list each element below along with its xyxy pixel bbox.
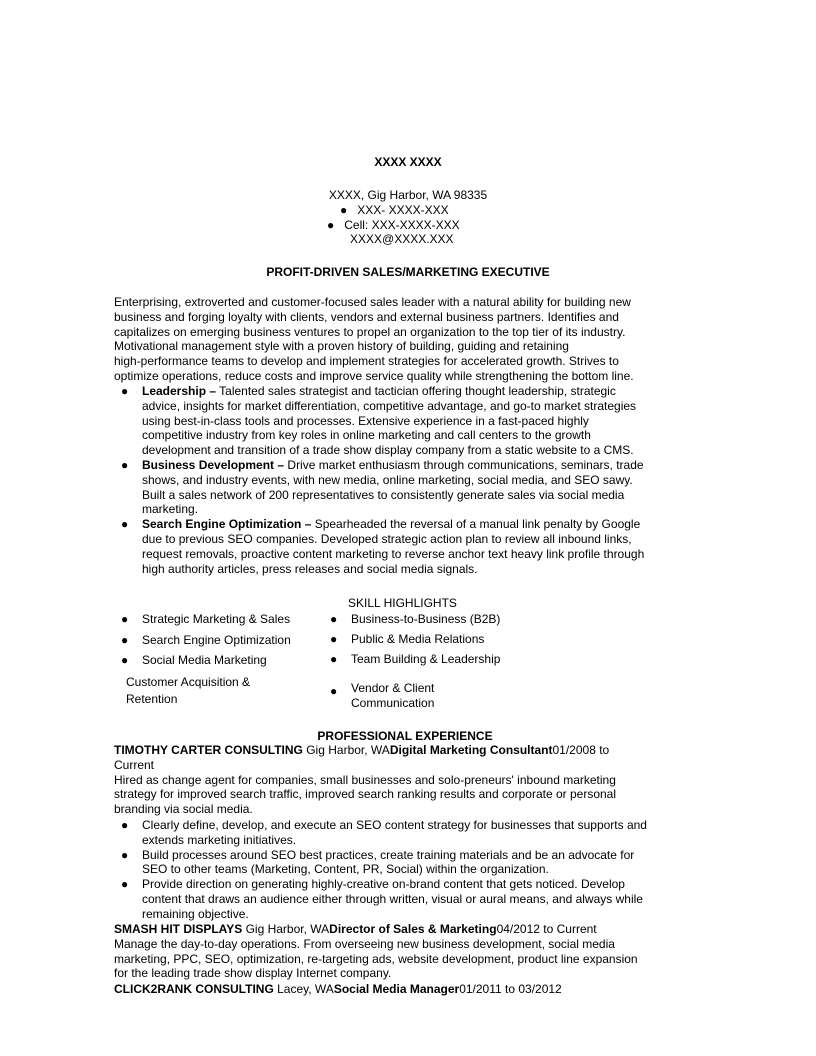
list-item [0, 818, 816, 848]
address: XXXX, Gig Harbor, WA 98335 [328, 188, 488, 202]
bullet-term: Business Development – [142, 457, 285, 472]
bullet-icon: ● [121, 633, 129, 647]
list-item [0, 384, 816, 458]
summary-line: optimize operations, reduce costs and improve service quality while strengthening the bottom line. [114, 368, 634, 383]
phone: XXX- XXXX-XXX [357, 203, 449, 217]
bullet-text: Clearly define, develop, and execute an SEO content strategy for businesses that supports and [142, 818, 647, 832]
skill-label: Retention [126, 692, 178, 706]
skill-item [121, 633, 128, 648]
bullet-icon: ● [330, 652, 338, 666]
job-location: Gig Harbor, WA [242, 922, 330, 936]
list-item [0, 848, 816, 878]
list-item [0, 458, 816, 517]
job-desc-line: Hired as change agent for companies, small businesses and solo-preneurs' inbound marketing [114, 772, 616, 787]
bullet-text: extends marketing initiatives. [142, 832, 297, 847]
skill-item [121, 653, 128, 668]
skill-item [330, 652, 337, 667]
bullet-text: high authority articles, press releases and social media signals. [142, 561, 478, 576]
job-entry [114, 922, 694, 981]
bullet-text: remaining objective. [142, 906, 249, 921]
job-bullets [0, 818, 816, 922]
bullet-text: competitive industry from key roles in online marketing and call centers to the growth [142, 428, 591, 443]
bullet-text: Talented sales strategist and tactician offering thought leadership, strategic [216, 384, 616, 398]
bullet-text: Built a sales network of 200 representatives to consistently generate sales via social media [142, 487, 625, 502]
job-title: Director of Sales & Marketing [329, 922, 497, 936]
bullet-icon: ● [330, 684, 338, 698]
candidate-name: XXXX XXXX [374, 155, 442, 169]
bullet-term: Leadership – [142, 384, 217, 398]
summary-bullets [0, 384, 816, 576]
company-name: CLICK2RANK CONSULTING [114, 982, 274, 996]
bullet-icon: ● [327, 218, 335, 232]
email[interactable]: XXXX@XXXX.XXX [350, 232, 454, 246]
summary-line: Motivational management style with a proven history of building, guiding and retaining [114, 339, 569, 354]
cell-line [327, 218, 460, 233]
job-title: Digital Marketing Consultant [389, 743, 553, 757]
bullet-text: using best-in-class tools and processes. Extensive experience in a fast-paced highly [142, 413, 589, 428]
bullet-icon: ● [121, 877, 129, 892]
skill-item [330, 632, 337, 647]
bullet-icon: ● [121, 847, 129, 862]
job-dates: 04/2012 to Current [496, 922, 597, 936]
summary-paragraph [114, 295, 694, 384]
bullet-text: development and transition of a trade show display company from a static website to a CMS. [142, 443, 634, 458]
bullet-icon: ● [121, 384, 129, 398]
job-title: Social Media Manager [333, 982, 460, 996]
skill-item [121, 612, 128, 627]
bullet-text: Spearheaded the reversal of a manual link penalty by Google [311, 517, 641, 532]
bullet-text: advice, insights for market differentiation, competitive advantage, and go-to market strategies [142, 398, 637, 413]
bullet-icon: ● [121, 457, 129, 472]
bullet-text: Provide direction on generating highly-creative on-brand content that gets noticed. Develop [142, 877, 625, 892]
bullet-text: Drive market enthusiasm through communications, seminars, trade [284, 457, 644, 472]
bullet-text: shows, and industry events, with new media, online marketing, social media, and SEO sawy. [142, 472, 633, 487]
skill-label: Social Media Marketing [142, 653, 267, 667]
skill-label: Strategic Marketing & Sales [142, 612, 291, 626]
job-entry [114, 982, 694, 997]
job-location: Gig Harbor, WA [302, 743, 390, 757]
headline: PROFIT-DRIVEN SALES/MARKETING EXECUTIVE [266, 265, 550, 279]
skill-item [330, 612, 337, 627]
bullet-icon: ● [121, 653, 129, 667]
skill-label: Business-to-Business (B2B) [351, 612, 501, 626]
list-item [0, 877, 816, 921]
job-dates: 01/2011 to 03/2012 [459, 982, 562, 996]
phone-line [340, 203, 449, 218]
bullet-icon: ● [121, 612, 129, 626]
skill-item [330, 684, 337, 699]
skill-label: Vendor & Client [351, 681, 435, 695]
job-desc-line: branding via social media. [114, 802, 253, 817]
experience-heading: PROFESSIONAL EXPERIENCE [317, 729, 493, 743]
bullet-text: marketing. [142, 502, 199, 517]
company-name: SMASH HIT DISPLAYS [114, 922, 243, 936]
bullet-text: request removals, proactive content marketing to reverse anchor text heavy link profile through [142, 546, 645, 561]
bullet-term: Search Engine Optimization – [142, 517, 312, 532]
bullet-icon: ● [121, 517, 129, 532]
summary-line: Enterprising, extroverted and customer-focused sales leader with a natural ability for building new [114, 295, 631, 309]
job-desc-line: strategy for improved search traffic, improved search ranking results and corporate or personal [114, 787, 617, 802]
bullet-icon: ● [340, 203, 348, 217]
job-desc-line: for the leading trade show display Internet company. [114, 966, 392, 981]
skill-label: Public & Media Relations [351, 632, 485, 646]
bullet-icon: ● [330, 632, 338, 646]
summary-line: business and forging loyalty with clients, vendors and external business partners. Identifies and [114, 309, 619, 324]
skill-label: Customer Acquisition & [126, 675, 251, 689]
job-dates-cont: Current [114, 757, 155, 772]
skill-label: Team Building & Leadership [351, 652, 501, 666]
job-entry [114, 743, 694, 817]
bullet-text: SEO to other teams (Marketing, Content, PR, Social) within the organization. [142, 862, 549, 877]
skill-label: Communication [351, 696, 435, 710]
summary-line: capitalizes on emerging business ventures to propel an organization to the top tier of its industry. [114, 324, 626, 339]
job-desc-line: Manage the day-to-day operations. From overseeing new business development, social media [114, 936, 615, 951]
company-name: TIMOTHY CARTER CONSULTING [114, 743, 303, 757]
bullet-text: due to previous SEO companies. Developed strategic action plan to review all inbound links, [142, 531, 632, 546]
bullet-text: Build processes around SEO best practices, create training materials and be an advocate for [142, 847, 635, 862]
skill-label: Search Engine Optimization [142, 633, 291, 647]
skills-heading: SKILL HIGHLIGHTS [348, 596, 457, 610]
job-location: Lacey, WA [273, 982, 334, 996]
list-item [0, 517, 816, 576]
cell-phone: Cell: XXX-XXXX-XXX [344, 218, 460, 232]
bullet-text: content that draws an audience either through written, visual or aural means, and always while [142, 891, 643, 906]
bullet-icon: ● [330, 612, 338, 626]
job-desc-line: marketing, PPC, SEO, optimization, re-targeting ads, website development, product line expansion [114, 951, 638, 966]
summary-line: high-performance teams to develop and implement strategies for accelerated growth. Strives to [114, 354, 619, 369]
bullet-icon: ● [121, 818, 129, 832]
job-dates: 01/2008 to [552, 743, 610, 757]
